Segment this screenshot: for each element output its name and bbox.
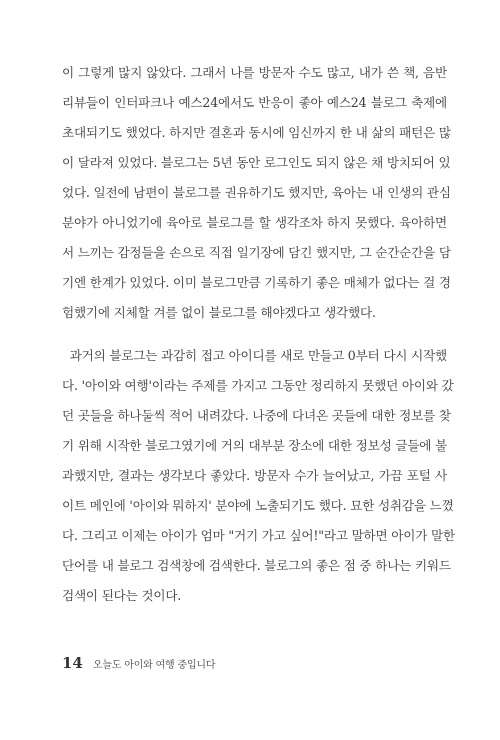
paragraph-1 [62, 58, 451, 328]
running-book-title: 오늘도 아이와 여행 중입니다 [92, 660, 216, 671]
page-number: 14 [62, 654, 83, 672]
text-line: 이 그렇게 많지 않았다. 그래서 나를 방문자 수도 많고, 내가 쓴 책, 음반 [62, 65, 447, 80]
text-line: 초대되기도 했었다. 하지만 결혼과 동시에 임신까지 한 내 삶의 패턴은 많 [62, 125, 451, 140]
text-line: 다. '아이와 여행'이라는 주제를 가지고 그동안 정리하지 못했던 아이와 갔 [62, 378, 454, 393]
text-line: 분야가 아니었기에 육아로 블로그를 할 생각조차 하지 못했다. 육아하면 [62, 215, 447, 230]
text-line: 과거의 블로그는 과감히 접고 아이디를 새로 만들고 0부터 다시 시작했 [62, 348, 447, 363]
text-line: 이트 메인에 '아이와 뭐하지' 분야에 노출되기도 했다. 묘한 성취감을 느꼈 [62, 498, 454, 513]
text-line: 서 느끼는 감정들을 손으로 직접 일기장에 담긴 했지만, 그 순간순간을 담 [62, 245, 451, 260]
text-line: 단어를 내 블로그 검색창에 검색한다. 블로그의 좋은 점 중 하나는 키워드 [62, 558, 451, 573]
text-line: 었다. 일전에 남편이 블로그를 권유하기도 했지만, 육아는 내 인생의 관심 [62, 185, 451, 200]
text-line: 검색이 된다는 것이다. [62, 588, 182, 603]
text-line: 다. 그리고 이제는 아이가 엄마 "거기 가고 싶어!"라고 말하면 아이가 말한 [62, 528, 455, 543]
text-line: 험했기에 지체할 겨를 없이 블로그를 해야겠다고 생각했다. [62, 305, 376, 320]
paragraph-2 [62, 341, 455, 611]
text-line: 기 위해 시작한 블로그였기에 거의 대부분 장소에 대한 정보성 글들에 불 [62, 438, 448, 453]
page-footer [62, 654, 215, 674]
text-line: 과했지만, 결과는 생각보다 좋았다. 방문자 수가 늘어났고, 가끔 포털 사 [62, 468, 447, 483]
text-line: 기엔 한계가 있었다. 이미 블로그만큼 기록하기 좋은 매체가 없다는 걸 경 [62, 275, 451, 290]
text-line: 리뷰들이 인터파크나 예스24에서도 반응이 좋아 예스24 블로그 축제에 [62, 95, 447, 110]
text-line: 이 달라져 있었다. 블로그는 5년 동안 로그인도 되지 않은 채 방치되어 있 [62, 155, 451, 170]
text-line: 던 곳들을 하나둘씩 적어 내려갔다. 나중에 다녀온 곳들에 대한 정보를 찾 [62, 408, 451, 423]
